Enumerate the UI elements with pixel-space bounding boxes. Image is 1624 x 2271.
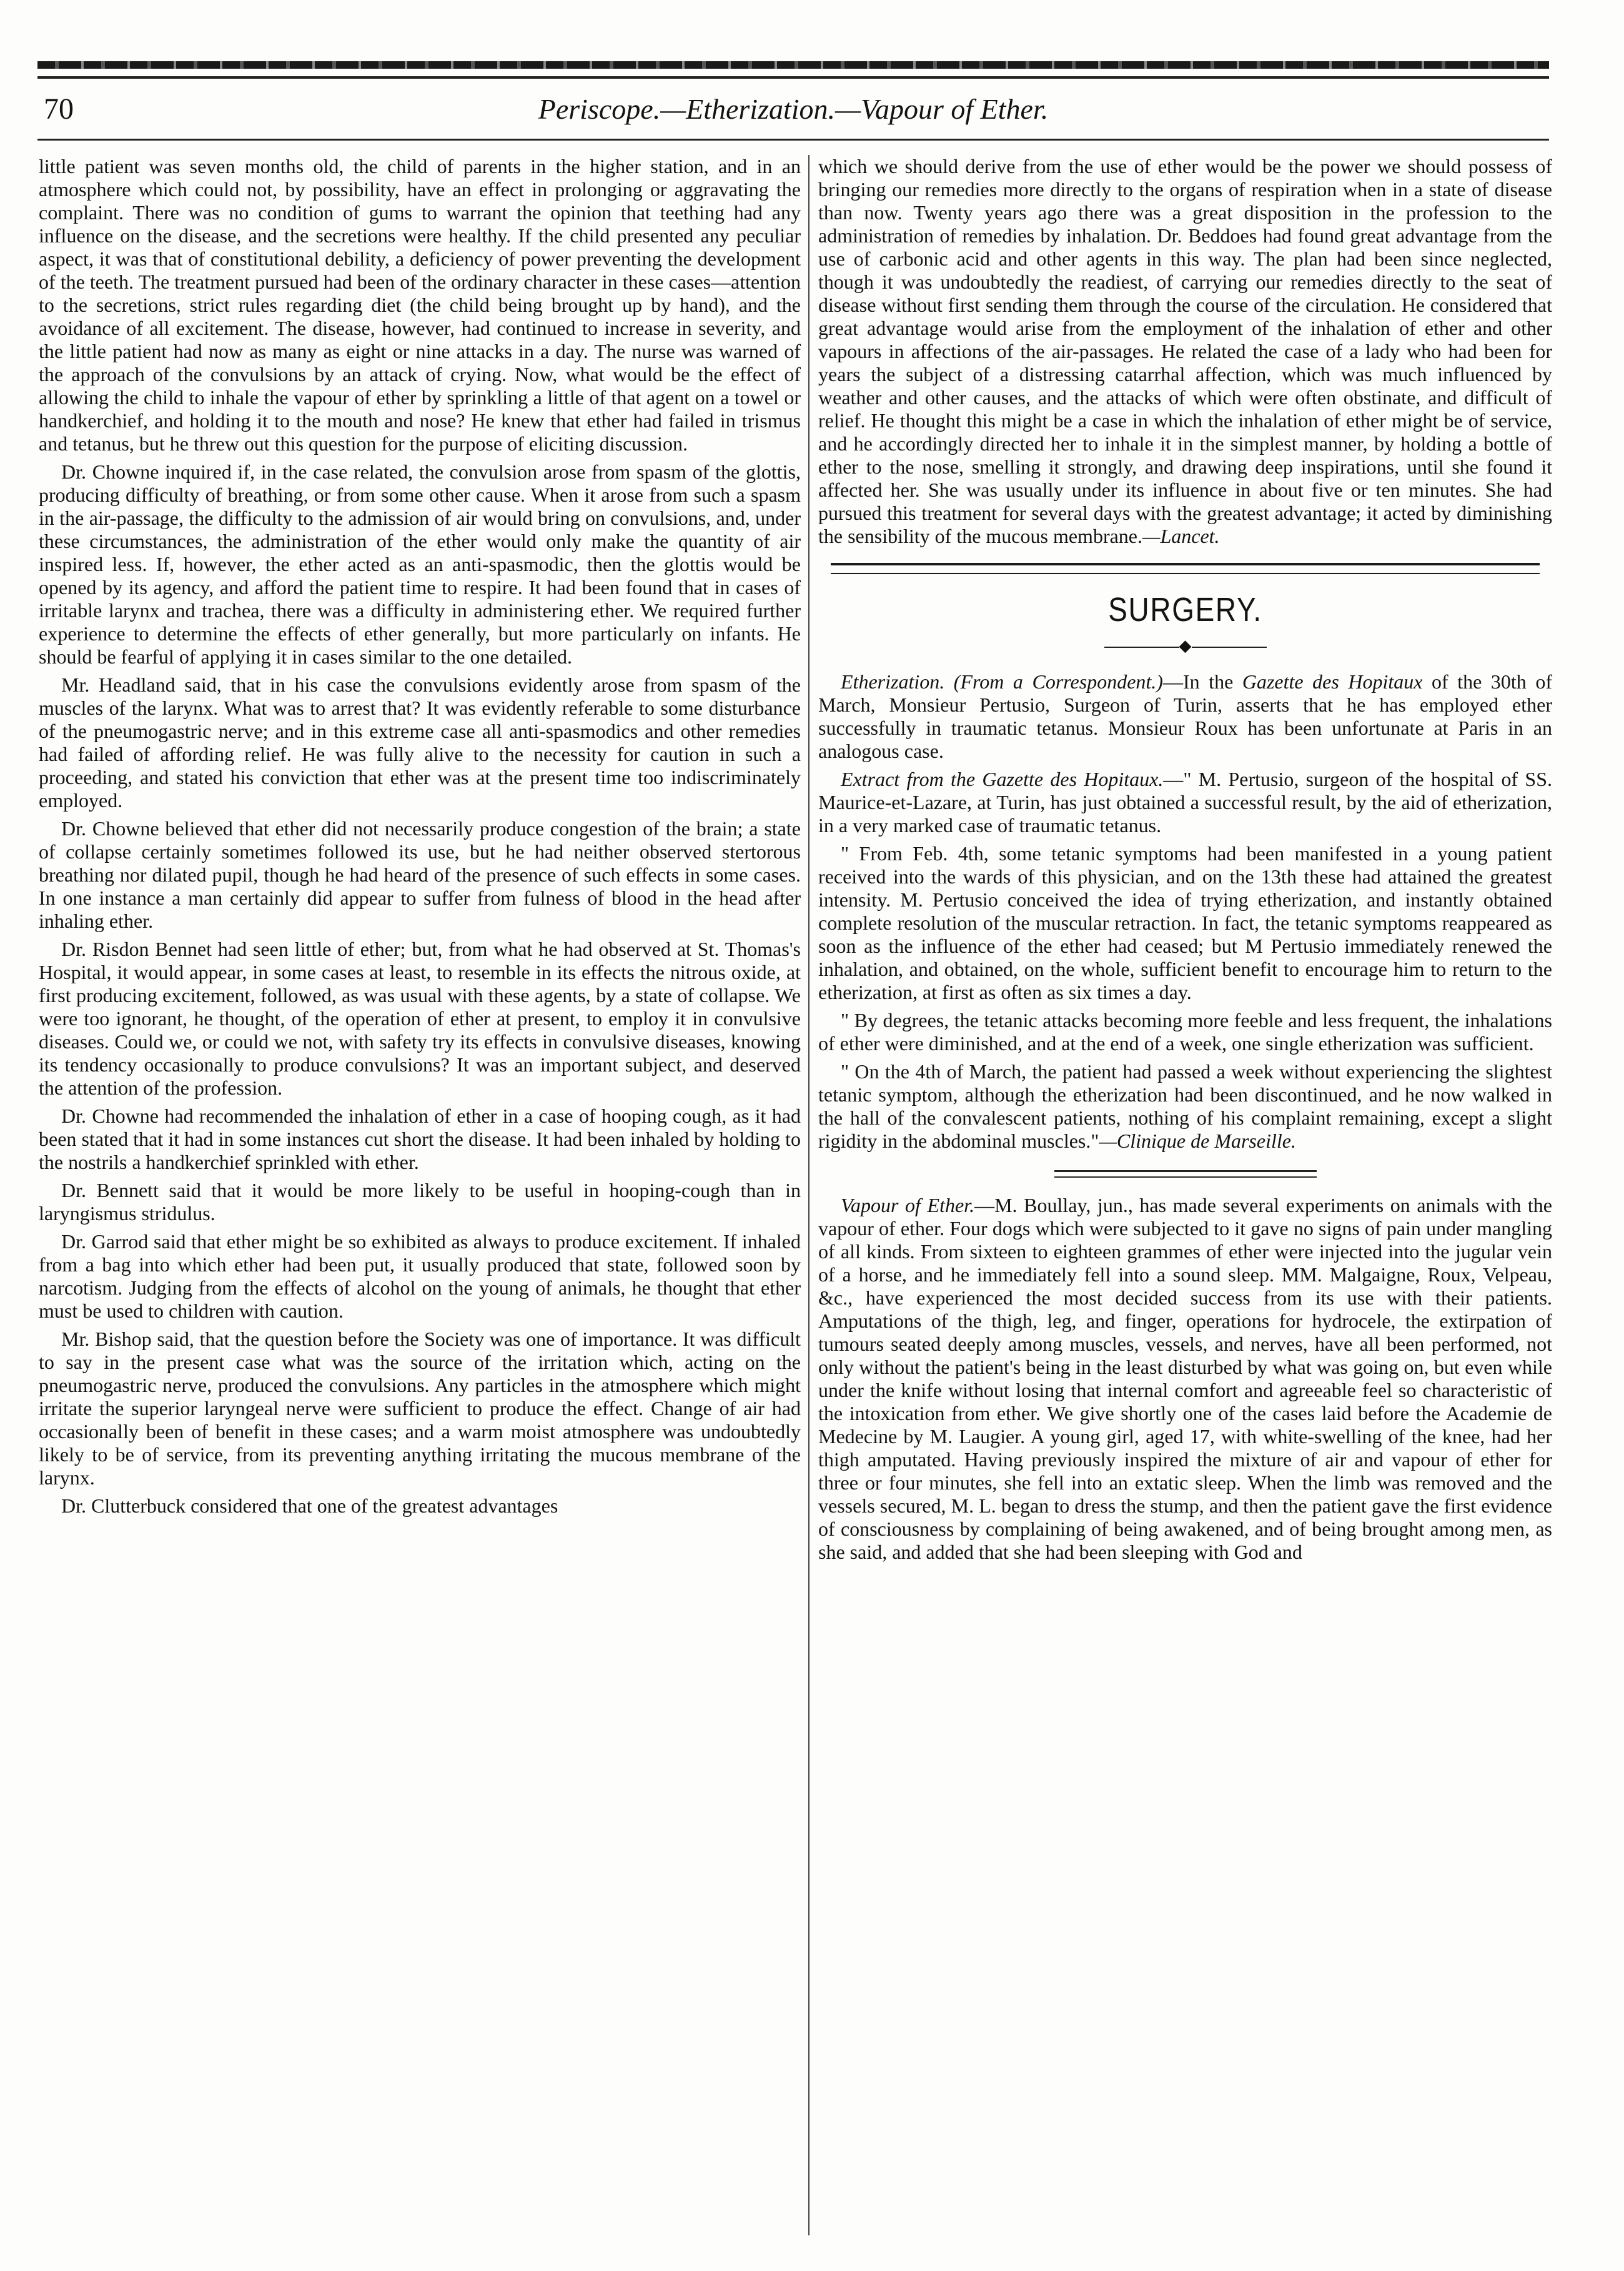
text-run: " On the 4th of March, the patient had passed a week without experiencing the slightest tetanic symptom, although the etherization had been discontinued, and he now walked in the hall of the convalescent patients, nothing of his complaint remaining, except a slight rigidity in the abdominal muscles." (818, 1060, 1552, 1152)
source-citation: —Lancet. (1142, 525, 1220, 547)
paragraph (818, 1060, 1552, 1153)
article-source: (From a Correspondent.) (953, 670, 1163, 693)
source-citation: —Clinique de Marseille. (1099, 1130, 1296, 1152)
article-title: Vapour of Ether. (841, 1194, 975, 1216)
running-title: Periscope.—Etherization.—Vapour of Ether. (538, 93, 1049, 125)
paragraph: Dr. Chowne inquired if, in the case related, the convulsion arose from spasm of the glottis, producing difficulty of breathing, or from some other cause. When it arose from such a spasm in the air-passage, the difficulty to the admission of air would bring on convulsions, and, under these circumstances, the administration of the ether would only make the quantity of air inspired less. If, however, the ether acted as an anti-spasmodic, then the glottis would be opened by its agency, and afford the patient time to respire. It had been found that in cases of irritable larynx and trachea, there was a difficulty in administering ether. We required further experience to determine the effects of ether generally, but more particularly on infants. He should be fearful of applying it in cases similar to the one detailed. (39, 460, 801, 668)
paragraph: Dr. Bennett said that it would be more likely to be useful in hooping-cough than in laryngismus stridulus. (39, 1179, 801, 1225)
paragraph: Dr. Clutterbuck considered that one of the greatest advantages (61, 1494, 558, 1517)
ornament-divider: ◆ (818, 637, 1552, 655)
paragraph: " By degrees, the tetanic attacks becoming more feeble and less frequent, the inhalations of ether were diminished, and at the end of a week, one single etherization was sufficient. (818, 1009, 1552, 1055)
extract-title: Extract from the Gazette des Hopitaux. (841, 768, 1164, 790)
text-run: —In the (1162, 670, 1242, 693)
section-separator (831, 563, 1540, 574)
top-thin-rule (37, 76, 1549, 79)
paragraph: " From Feb. 4th, some tetanic symptoms had been manifested in a young patient received into the wards of this physician, and on the 13th these had attained the greatest intensity. M. Pertusio conceived the idea of trying etherization, and instantly obtained complete resolution of the muscular retraction. In fact, the tetanic symptoms reappeared as soon as the influence of the ether had ceased; but M Pertusio immediately renewed the inhalation, and obtained, on the whole, sufficient benefit to encourage him to return to the etherization, at first as often as six times a day. (818, 842, 1552, 1003)
paragraph: Dr. Chowne had recommended the inhalation of ether in a case of hooping cough, as it had been stated that it had in some instances cut short the disease. It had been inhaled by holding to the nostrils a handkerchief sprinkled with ether. (39, 1105, 801, 1173)
paragraph (818, 670, 1552, 763)
header-rule (37, 139, 1549, 141)
journal-name: Gazette des Hopitaux (1242, 670, 1423, 693)
top-ornamental-rule (37, 61, 1549, 69)
article-separator (1054, 1170, 1317, 1178)
page-header (37, 91, 1549, 134)
page-number: 70 (44, 92, 74, 126)
paragraph: Dr. Garrod said that ether might be so exhibited as always to produce excitement. If inhaled from a bag into which ether had been put, it usually produced that state, followed soon by narcotism. Judging from the effects of alcohol on the young of animals, he thought that ether must be used to children with caution. (39, 1230, 801, 1322)
column-divider (808, 155, 810, 2235)
paragraph: Dr. Risdon Bennet had seen little of ether; but, from what he had observed at St. Thomas's Hospital, it would appear, in some cases at least, to resemble in its effects the nitrous oxide, at first producing excitement, followed, as was usual with these agents, by a state of collapse. We were too ignorant, he thought, of the operation of ether at present, to employ it in convulsive diseases. Could we, or could we not, with safety try its effects in convulsive diseases, knowing its tendency occasionally to produce convulsions? It was an important subject, and deserved the attention of the profession. (39, 938, 801, 1099)
section-title: SURGERY. (1108, 591, 1262, 629)
paragraph: little patient was seven months old, the child of parents in the higher station, and in an atmosphere which could not, by possibility, have an effect in prolonging or aggravating the complaint. There was no condition of gums to warrant the opinion that teething had any influence on the disease, and the secretions were healthy. If the child presented any peculiar aspect, it was that of constitutional debility, a deficiency of power preventing the development of the teeth. The treatment pursued had been of the ordinary character in these cases—attention to the secretions, strict rules regarding diet (the child being brought up by hand), and the avoidance of all excitement. The disease, however, had continued to increase in severity, and the little patient had now as many as eight or nine attacks in a day. The nurse was warned of the approach of the convulsions by an attack of crying. Now, what would be the effect of allowing the child to inhale the vapour of ether by sprinkling a little of that agent on a towel or handkerchief, and holding it to the mouth and nose? He knew that ether had failed in trismus and tetanus, but he threw out this question for the purpose of eliciting discussion. (39, 155, 801, 455)
text-run: —M. Boullay, jun., has made several experiments on animals with the vapour of ether. Four dogs which were subjected to it gave no signs of pain under mangling of all kinds. From sixteen to eighteen grammes of ether were injected into the jugular vein of a horse, and he immediately fell into a sound sleep. MM. Malgaigne, Roux, Velpeau, &c., have experienced the most decided success from its use with their patients. Amputations of the thigh, leg, and finger, operations for hydrocele, the extirpation of tumours seated deeply among muscles, vessels, and nerves, have all been performed, not only without the patient's being in the least disturbed by what was going on, but even while under the knife without losing that internal comfort and agreeable feel so characteristic of the intoxication from ether. We give shortly one of the cases laid before the Academie de Medecine by M. Laugier. A young girl, aged 17, with white-swelling of the knee, had her thigh amputated. Having previously inspired the mixture of air and vapour of ether for three or four minutes, she fell into an extatic sleep. When the limb was removed and the vessels secured, M. L. began to dress the stump, and then the patient gave the first evidence of consciousness by complaining of being awakened, and of being brought among men, as she said, and added that she had been sleeping with God and (818, 1194, 1553, 1563)
paragraph: Dr. Chowne believed that ether did not necessarily produce congestion of the brain; a state of collapse certainly sometimes followed its use, but he had neither observed stertorous breathing nor dilated pupil, though he had heard of the presence of such effects in some cases. In one instance a man certainly did appear to suffer from fulness of blood in the head after inhaling ether. (39, 817, 801, 932)
paragraph (818, 768, 1552, 837)
continued-text: which we should derive from the use of ether would be the power we should possess of bringing our remedies more directly to the organs of respiration when in a state of disease than now. Twenty years ago there was a great disposition in the profession to the administration of remedies by inhalation. Dr. Beddoes had found great advantage from the use of carbonic acid and other agents in this way. The plan had been since neglected, though it was undoubtedly the readiest, of carrying our remedies directly to the seat of disease without first sending them through the course of the circulation. He considered that great advantage would arise from the employment of the inhalation of ether and other vapours in affections of the air-passages. He related the case of a lady who had been for years the subject of a distressing catarrhal affection, which was much influenced by weather and other causes, and the attacks of which were often obstinate, and difficult of relief. He thought this might be a case in which the inhalation of ether might be of service, and he accordingly directed her to inhale it in the simplest manner, by holding a bottle of ether to the nose, smelling it strongly, and drawing deep inspirations, until she found it affected her. She was usually under its influence in about five or ten minutes. She had pursued this treatment for several days with the greatest advantage; it acted by diminishing the sensibility of the mucous membrane. (818, 155, 1552, 547)
text-run: —" M. Pertusio, surgeon of the hospital of SS. Maurice-et-Lazare, at Turin, has just obtained a successful result, by the aid of etherization, in a very marked case of traumatic tetanus. (818, 768, 1553, 837)
text-run: of the 30th of March, Monsieur Pertusio, Surgeon of Turin, asserts that he has employed ether successfully in traumatic tetanus. Monsieur Roux has been unfortunate at Paris in an analogous case. (818, 670, 1552, 762)
right-column (818, 155, 1552, 1569)
paragraph (818, 1194, 1552, 1564)
paragraph: Mr. Headland said, that in his case the convulsions evidently arose from spasm of the muscles of the larynx. What was to arrest that? It was evidently referable to some disturbance of the pneumogastric nerve; and in this extreme case all anti-spasmodics and other remedies had failed of affording relief. He was fully alive to the necessity for caution in such a proceeding, and stated his conviction that ether was at the present time too indiscriminately employed. (39, 673, 801, 812)
left-column (39, 155, 801, 1523)
paragraph (818, 155, 1552, 548)
paragraph: Mr. Bishop said, that the question before the Society was one of importance. It was difficult to say in the present case what was the source of the irritation which, acting on the pneumogastric nerve, produced the convulsions. Any particles in the atmosphere which might irritate the superior laryngeal nerve were sufficient to produce the effect. Change of air had occasionally been of benefit in these cases; and a warm moist atmosphere was undoubtedly likely to be of service, from its preventing anything irritating the mucous membrane of the larynx. (39, 1328, 801, 1489)
article-title: Etherization. (841, 670, 945, 693)
